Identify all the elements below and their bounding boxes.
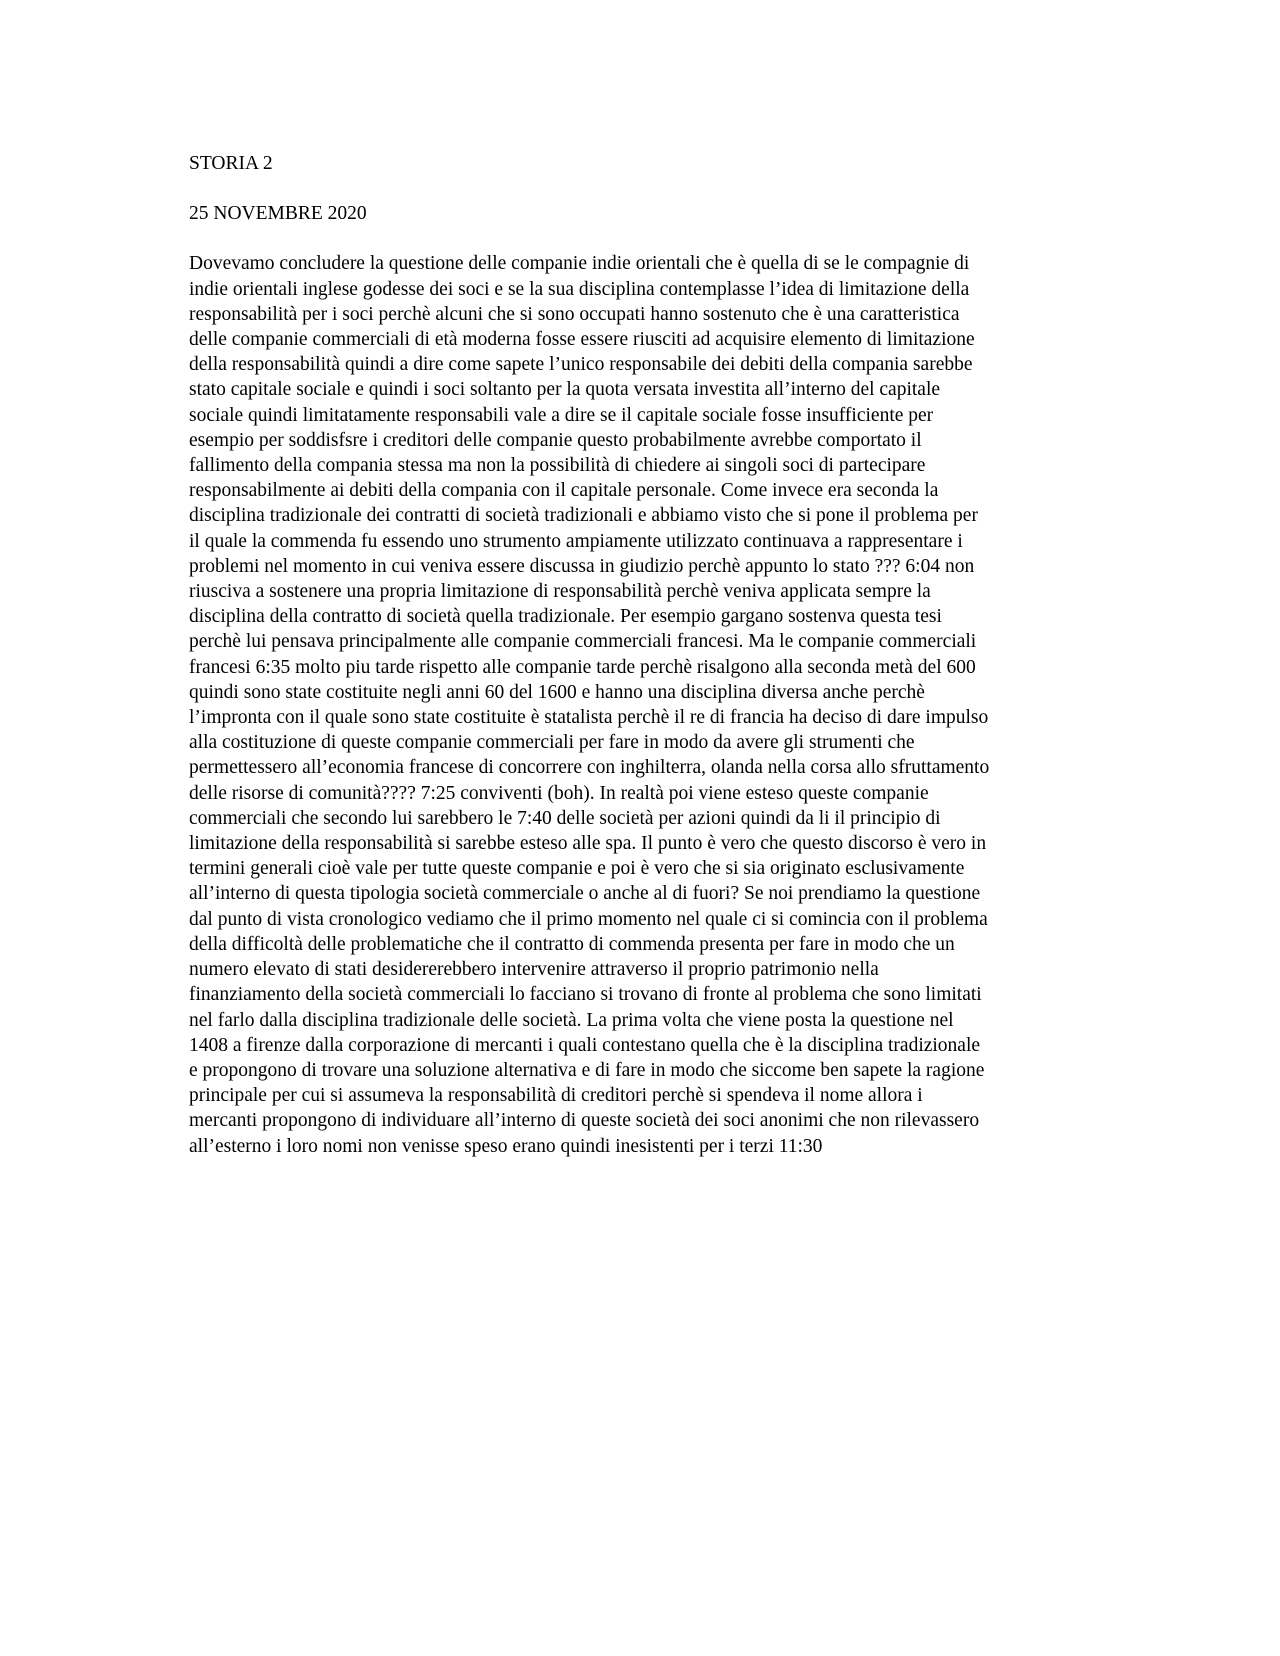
document-body bbox=[189, 251, 1099, 1158]
body-line: nel farlo dalla disciplina tradizionale delle società. La prima volta che viene posta la questione nel bbox=[189, 1009, 954, 1031]
body-line: termini generali cioè vale per tutte queste companie e poi è vero che si sia originato esclusivamente bbox=[189, 858, 965, 880]
body-line: delle companie commerciali di età moderna fosse essere riusciti ad acquisire elemento di limitazione bbox=[189, 329, 975, 351]
body-line: francesi 6:35 molto piu tarde rispetto alle companie tarde perchè risalgono alla seconda metà del 600 bbox=[189, 656, 976, 678]
body-line: responsabilità per i soci perchè alcuni che si sono occupati hanno sostenuto che è una caratteristica bbox=[189, 303, 960, 325]
body-line: numero elevato di stati desidererebbero intervenire attraverso il proprio patrimonio nella bbox=[189, 959, 879, 981]
body-line: il quale la commenda fu essendo uno strumento ampiamente utilizzato continuava a rappresentare i bbox=[189, 530, 963, 552]
document-title: STORIA 2 bbox=[189, 153, 273, 174]
body-line: perchè lui pensava principalmente alle companie commerciali francesi. Ma le companie commerciali bbox=[189, 631, 977, 653]
body-line: commerciali che secondo lui sarebbero le 7:40 delle società per azioni quindi da li il principio di bbox=[189, 807, 941, 829]
body-line: della difficoltà delle problematiche che il contratto di commenda presenta per fare in modo che un bbox=[189, 933, 955, 955]
body-line: riusciva a sostenere una propria limitazione di responsabilità perchè veniva applicata sempre la bbox=[189, 581, 931, 603]
body-line: e propongono di trovare una soluzione alternativa e di fare in modo che siccome ben sapete la ragione bbox=[189, 1059, 985, 1081]
document-date: 25 NOVEMBRE 2020 bbox=[189, 203, 367, 225]
body-line: Dovevamo concludere la questione delle companie indie orientali che è quella di se le compagnie di bbox=[189, 253, 970, 275]
body-line: all’interno di questa tipologia società commerciale o anche al di fuori? Se noi prendiamo la questione bbox=[189, 883, 981, 905]
body-line: mercanti propongono di individuare all’interno di queste società dei soci anonimi che non rilevassero bbox=[189, 1110, 980, 1132]
body-line: della responsabilità quindi a dire come sapete l’unico responsabile dei debiti della compania sarebbe bbox=[189, 354, 973, 376]
body-line: alla costituzione di queste companie commerciali per fare in modo da avere gli strumenti che bbox=[189, 732, 915, 754]
body-line: stato capitale sociale e quindi i soci soltanto per la quota versata investita all’interno del capitale bbox=[189, 379, 941, 401]
body-line: indie orientali inglese godesse dei soci e se la sua disciplina contemplasse l’idea di limitazione della bbox=[189, 278, 970, 300]
body-line: limitazione della responsabilità si sarebbe esteso alle spa. Il punto è vero che questo discorso è vero in bbox=[189, 833, 987, 855]
body-line: delle risorse di comunità???? 7:25 conviventi (boh). In realtà poi viene esteso queste companie bbox=[189, 782, 929, 804]
body-line: fallimento della compania stessa ma non la possibilità di chiedere ai singoli soci di partecipare bbox=[189, 455, 926, 477]
body-line: principale per cui si assumeva la responsabilità di creditori perchè si spendeva il nome allora i bbox=[189, 1085, 923, 1107]
body-line: esempio per soddisfsre i creditori delle companie questo probabilmente avrebbe comportato il bbox=[189, 429, 922, 451]
body-line: sociale quindi limitatamente responsabili vale a dire se il capitale sociale fosse insufficiente per bbox=[189, 404, 934, 426]
body-line: all’esterno i loro nomi non venisse speso erano quindi inesistenti per i terzi 11:30 bbox=[189, 1135, 823, 1157]
body-line: disciplina della contratto di società quella tradizionale. Per esempio gargano sostenva questa tesi bbox=[189, 606, 942, 628]
body-line: finanziamento della società commerciali lo facciano si trovano di fronte al problema che sono limitati bbox=[189, 984, 982, 1006]
body-line: l’impronta con il quale sono state costituite è statalista perchè il re di francia ha deciso di dare impulso bbox=[189, 707, 989, 729]
body-line: 1408 a firenze dalla corporazione di mercanti i quali contestano quella che è la disciplina tradizionale bbox=[189, 1034, 981, 1056]
document-content bbox=[189, 151, 1099, 1159]
body-line: problemi nel momento in cui veniva essere discussa in giudizio perchè appunto lo stato ??? 6:04 non bbox=[189, 555, 975, 577]
body-line: dal punto di vista cronologico vediamo che il primo momento nel quale ci si comincia con il problema bbox=[189, 908, 988, 930]
body-line: responsabilmente ai debiti della compania con il capitale personale. Come invece era seconda la bbox=[189, 480, 939, 502]
body-line: permettessero all’economia francese di concorrere con inghilterra, olanda nella corsa allo sfruttamento bbox=[189, 757, 990, 779]
body-line: quindi sono state costituite negli anni 60 del 1600 e hanno una disciplina diversa anche perchè bbox=[189, 681, 925, 703]
body-line: disciplina tradizionale dei contratti di società tradizionali e abbiamo visto che si pone il problema per bbox=[189, 505, 978, 527]
